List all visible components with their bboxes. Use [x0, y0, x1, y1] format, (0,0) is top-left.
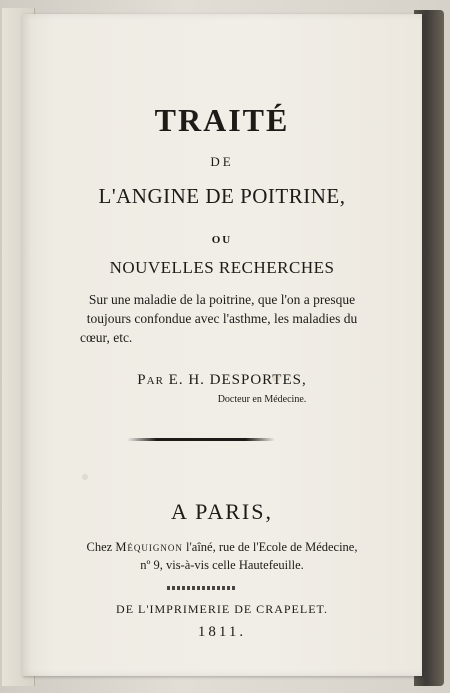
divider-rule: [127, 438, 275, 441]
publication-city: A PARIS,: [170, 499, 273, 524]
ornament-divider: [167, 586, 237, 590]
title-page: [22, 14, 422, 676]
foxing-spot: [82, 474, 88, 480]
author-prefix: Par: [137, 372, 164, 388]
author-line: [22, 372, 422, 389]
publisher-line: [22, 538, 422, 556]
title-ou: OU: [211, 234, 233, 246]
description-line: toujours confondue avec l'asthme, les maladies du: [86, 311, 358, 326]
author-name: E. H. DESPORTES,: [168, 372, 307, 388]
description-line: Sur une maladie de la poitrine, que l'on a presque: [88, 292, 356, 307]
book-title: TRAITÉ: [154, 102, 290, 138]
book-description: [22, 290, 422, 347]
author-title: Docteur en Médecine.: [217, 394, 307, 405]
publisher-line: nº 9, vis-à-vis celle Hautefeuille.: [140, 558, 304, 572]
publisher-name: Méquignon: [115, 540, 183, 554]
title-connector: DE: [210, 154, 234, 169]
printer-line: DE L'IMPRIMERIE DE CRAPELET.: [116, 602, 328, 616]
publisher-info: [22, 538, 422, 574]
publication-year: 1811.: [197, 624, 247, 640]
publisher-address: l'aîné, rue de l'Ecole de Médecine,: [186, 540, 358, 554]
description-line: cœur, etc.: [80, 330, 133, 345]
book-subject: L'ANGINE DE POITRINE,: [98, 184, 346, 208]
book-subtitle: NOUVELLES RECHERCHES: [109, 258, 335, 277]
publisher-prefix: Chez: [86, 540, 113, 554]
